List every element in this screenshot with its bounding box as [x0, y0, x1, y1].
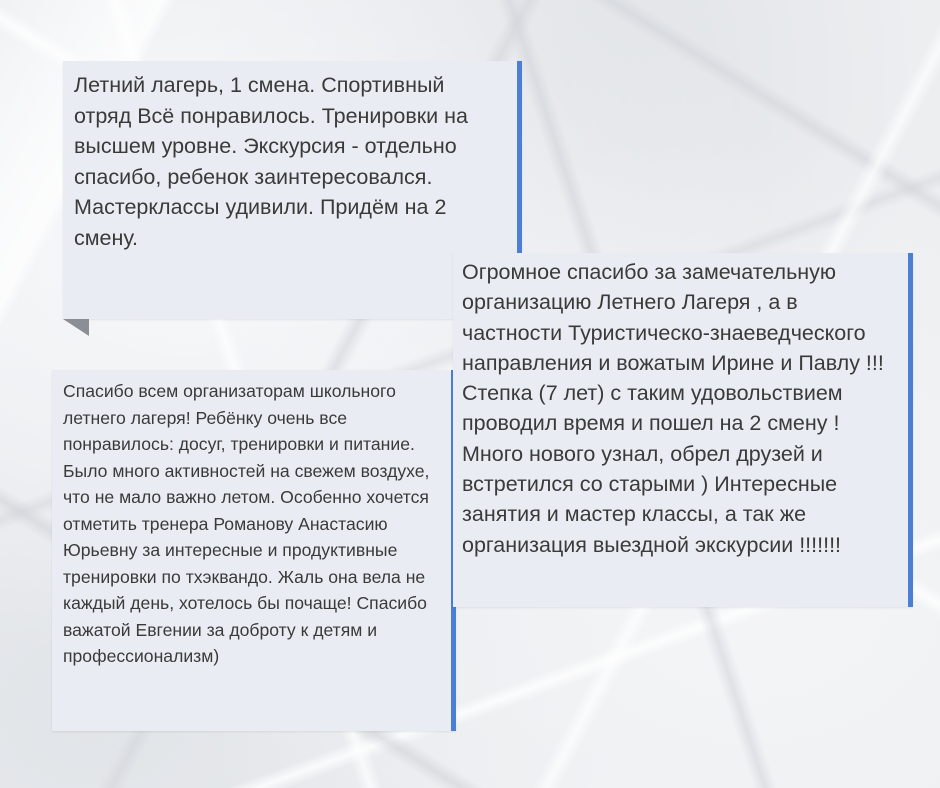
- review-text-1: Летний лагерь, 1 смена. Спортивный отряд Всё понравилось. Тренировки на высшем уровне. Экскурсия - отдельно спасибо, ребенок заинтересовался. Мастерклассы удивили. Придём на 2 смену.: [74, 73, 468, 250]
- card-fold-corner: [63, 319, 89, 336]
- review-text-2: Огромное спасибо за замечательную организацию Летнего Лагеря , а в частности Туристическо-знаеведческого направления и вожатым Ирине и Павлу !!! Степка (7 лет) с таким удовольствием проводил время и пошел на 2 смену ! Много нового узнал, обрел друзей и встретился со старыми ) Интересные занятия и мастер классы, а так же организация выездной экскурсии !!!!!!!: [462, 260, 884, 557]
- review-card-3: [52, 370, 456, 731]
- review-text-3: Спасибо всем организаторам школьного летнего лагеря! Ребёнку очень все понравилось: досуг, тренировки и питание. Было много активностей на свежем воздухе, что не мало важно летом. Особенно хочется отметить тренера Романову Анастасию Юрьевну за интересные и продуктивные тренировки по тхэквандо. Жаль она вела не каждый день, хотелось бы почаще! Спасибо важатой Евгении за доброту к детям и профессионализм): [63, 381, 430, 666]
- review-card-2: [453, 253, 913, 607]
